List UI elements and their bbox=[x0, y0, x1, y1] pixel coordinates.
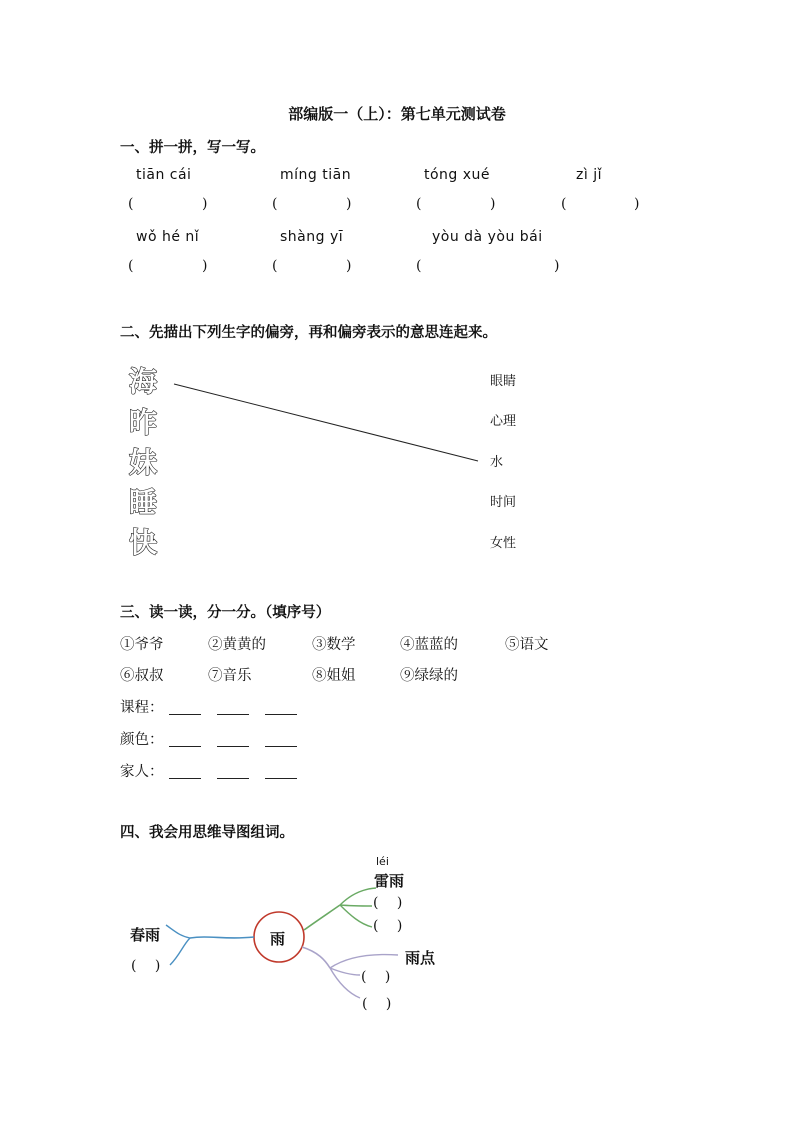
pinyin-3: tóng xué bbox=[424, 167, 491, 183]
meaning-water: 水 bbox=[490, 455, 504, 470]
pinyin-2: míng tiān bbox=[280, 167, 352, 183]
mindmap-branch-bottom-2 bbox=[330, 968, 360, 975]
meaning-heart: 心理 bbox=[490, 414, 517, 429]
trace-char-hai: 海 bbox=[129, 365, 158, 398]
mindmap-top-word: 雷雨 bbox=[374, 872, 405, 890]
matching-line bbox=[174, 384, 478, 461]
mindmap-branch-left bbox=[190, 937, 254, 938]
answer-box-open: ( bbox=[416, 258, 422, 274]
trace-char-shui: 睡 bbox=[129, 486, 158, 519]
meaning-time: 时间 bbox=[490, 495, 517, 510]
mindmap-blank-left[interactable]: ( ) bbox=[131, 958, 161, 974]
mindmap-branch-left-down bbox=[170, 938, 190, 965]
section-2-heading: 二、先描出下列生字的偏旁，再和偏旁表示的意思连起来。 bbox=[120, 324, 497, 341]
mindmap-blank-top-2[interactable]: ( ) bbox=[373, 918, 403, 934]
section-3-heading: 三、读一读，分一分。（填序号） bbox=[120, 604, 331, 621]
option-item: ⑤语文 bbox=[505, 637, 549, 653]
category-label-courses: 课程： bbox=[120, 700, 164, 716]
meaning-eyes: 眼睛 bbox=[490, 374, 517, 389]
option-item: ①爷爷 bbox=[120, 637, 164, 653]
option-item: ⑨绿绿的 bbox=[400, 668, 458, 684]
pinyin-5: wǒ hé nǐ bbox=[136, 229, 200, 245]
trace-char-mei: 妹 bbox=[129, 446, 158, 479]
mindmap-branch-left-up bbox=[166, 925, 190, 938]
answer-box-close: ) bbox=[202, 196, 208, 212]
answer-box-open: ( bbox=[272, 196, 278, 212]
answer-box-close: ) bbox=[490, 196, 496, 212]
mindmap-branch-bottom bbox=[302, 947, 330, 968]
category-label-family: 家人： bbox=[120, 764, 164, 780]
answer-box-close: ) bbox=[634, 196, 640, 212]
mindmap-branch-top-3 bbox=[340, 905, 372, 927]
pinyin-7: yòu dà yòu bái bbox=[432, 229, 543, 245]
category-label-colors: 颜色： bbox=[120, 732, 164, 748]
answer-box-open: ( bbox=[561, 196, 567, 212]
meaning-female: 女性 bbox=[490, 536, 517, 551]
answer-box-open: ( bbox=[416, 196, 422, 212]
mindmap-bottom-word: 雨点 bbox=[405, 949, 436, 967]
answer-box-close: ) bbox=[346, 196, 352, 212]
option-item: ③数学 bbox=[312, 637, 356, 653]
answer-box-open: ( bbox=[128, 196, 134, 212]
pinyin-1: tiān cái bbox=[136, 167, 192, 183]
mindmap-branch-top-1 bbox=[340, 888, 376, 905]
option-item: ⑥叔叔 bbox=[120, 668, 164, 684]
answer-box-close: ) bbox=[346, 258, 352, 274]
mindmap-top-pinyin: léi bbox=[376, 855, 389, 868]
section-4-heading: 四、我会用思维导图组词。 bbox=[120, 824, 294, 841]
mindmap-blank-top-1[interactable]: ( ) bbox=[373, 895, 403, 911]
option-item: ④蓝蓝的 bbox=[400, 637, 458, 653]
answer-box-close: ) bbox=[554, 258, 560, 274]
section-1-heading: 一、拼一拼，写一写。 bbox=[120, 139, 265, 156]
option-item: ②黄黄的 bbox=[208, 637, 266, 653]
answer-box-close: ) bbox=[202, 258, 208, 274]
mindmap-center-word: 雨 bbox=[270, 930, 286, 948]
mindmap-blank-bottom-1[interactable]: ( ) bbox=[361, 969, 391, 985]
pinyin-6: shàng yī bbox=[280, 229, 344, 245]
mindmap-left-word: 春雨 bbox=[130, 926, 161, 944]
mindmap-branch-top-2 bbox=[340, 905, 372, 906]
pinyin-4: zì jǐ bbox=[576, 167, 602, 183]
page-title: 部编版一（上）：第七单元测试卷 bbox=[288, 105, 506, 123]
trace-char-kuai: 快 bbox=[129, 526, 158, 559]
answer-box-open: ( bbox=[272, 258, 278, 274]
mindmap-branch-top bbox=[304, 905, 340, 930]
trace-char-zuo: 昨 bbox=[129, 406, 158, 439]
answer-box-open: ( bbox=[128, 258, 134, 274]
option-item: ⑦音乐 bbox=[208, 668, 252, 684]
mindmap-blank-bottom-2[interactable]: ( ) bbox=[362, 996, 392, 1012]
option-item: ⑧姐姐 bbox=[312, 668, 356, 684]
